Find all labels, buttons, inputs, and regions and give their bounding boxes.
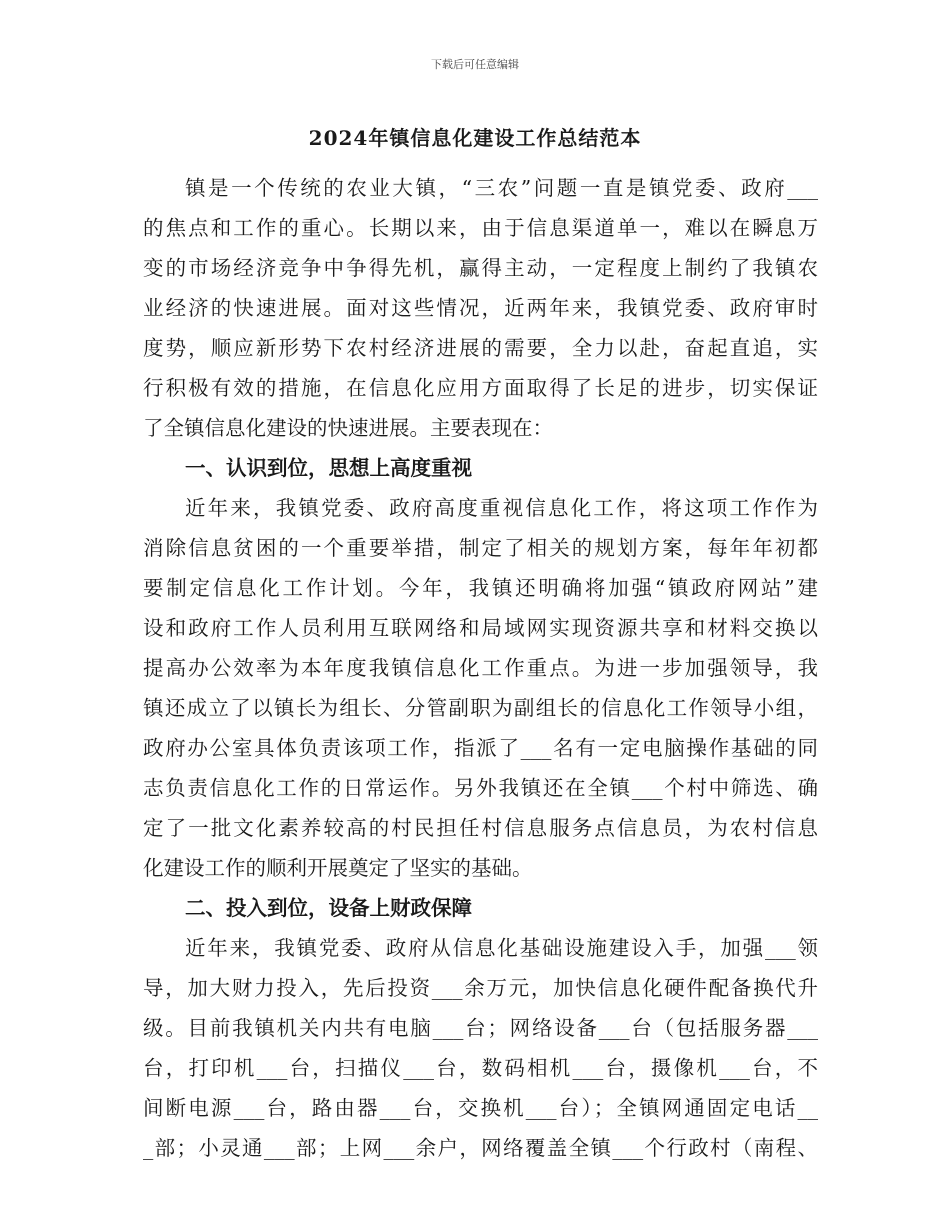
header-note: 下载后可任意编辑 [431, 58, 519, 71]
text-line: 级。目前我镇机关内共有电脑___台；网络设备___台（包括服务器___ [143, 1016, 818, 1040]
text-line: 镇还成立了以镇长为组长、分管副职为副组长的信息化工作领导小组， [143, 696, 818, 720]
document-title: 2024年镇信息化建设工作总结范本 [308, 126, 642, 150]
text-line: 了全镇信息化建设的快速进展。主要表现在： [143, 416, 553, 440]
text-line: 志负责信息化工作的日常运作。另外我镇还在全镇___个村中筛选、确 [143, 776, 818, 800]
text-line: 台，打印机___台，扫描仪___台，数码相机___台，摄像机___台，不 [143, 1056, 818, 1080]
text-line: 定了一批文化素养较高的村民担任村信息服务点信息员，为农村信息 [143, 816, 818, 840]
text-line: 间断电源___台，路由器___台，交换机___台）；全镇网通固定电话__ [143, 1096, 818, 1120]
text-line: 政府办公室具体负责该项工作，指派了___名有一定电脑操作基础的同 [143, 736, 818, 760]
section-heading: 一、认识到位，思想上高度重视 [185, 456, 472, 480]
text-line: 度势，顺应新形势下农村经济进展的需要，全力以赴，奋起直追，实 [143, 336, 818, 360]
text-line: 设和政府工作人员利用互联网络和局域网实现资源共享和材料交换以 [143, 616, 818, 640]
text-line: 近年来，我镇党委、政府从信息化基础设施建设入手，加强___领 [185, 936, 818, 960]
text-line: 近年来，我镇党委、政府高度重视信息化工作，将这项工作作为 [185, 496, 818, 520]
section-heading: 二、投入到位，设备上财政保障 [185, 896, 472, 920]
text-line: 变的市场经济竞争中争得先机，赢得主动，一定程度上制约了我镇农 [143, 256, 818, 280]
text-line: 化建设工作的顺利开展奠定了坚实的基础。 [143, 856, 533, 880]
text-line: 的焦点和工作的重心。长期以来，由于信息渠道单一，难以在瞬息万 [143, 216, 818, 240]
text-line: 消除信息贫困的一个重要举措，制定了相关的规划方案，每年年初都 [143, 536, 818, 560]
text-line: 行积极有效的措施，在信息化应用方面取得了长足的进步，切实保证 [143, 376, 818, 400]
text-line: 提高办公效率为本年度我镇信息化工作重点。为进一步加强领导，我 [143, 656, 818, 680]
text-line: _部；小灵通___部；上网___余户，网络覆盖全镇___个行政村（南程、 [143, 1136, 818, 1160]
text-line: 业经济的快速进展。面对这些情况，近两年来，我镇党委、政府审时 [143, 296, 818, 320]
text-line: 要制定信息化工作计划。今年，我镇还明确将加强“镇政府网站”建 [143, 576, 818, 600]
text-line: 导，加大财力投入，先后投资___余万元，加快信息化硬件配备换代升 [143, 976, 818, 1000]
text-line: 镇是一个传统的农业大镇，“三农”问题一直是镇党委、政府___ [185, 176, 818, 200]
